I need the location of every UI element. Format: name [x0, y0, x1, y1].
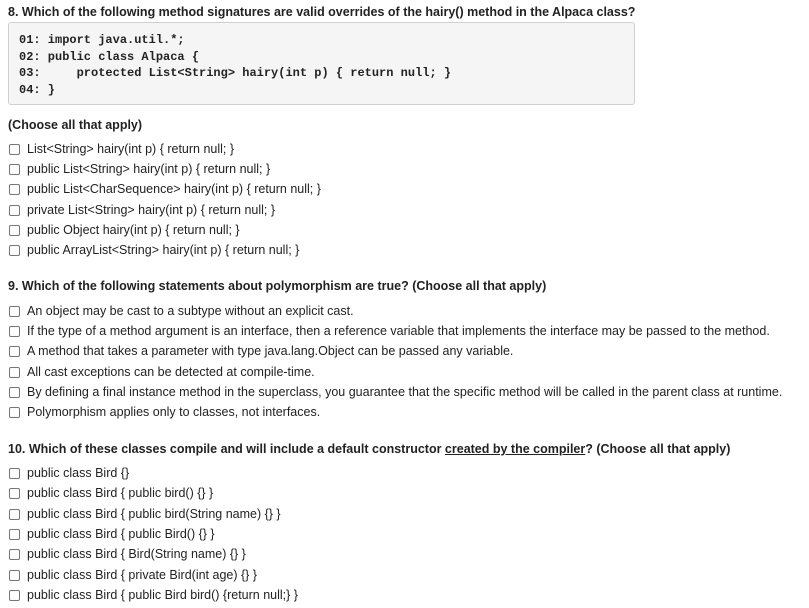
option-label: A method that takes a parameter with type java.lang.Object can be passed any variable. [27, 344, 514, 358]
option-label: Polymorphism applies only to classes, not interfaces. [27, 405, 321, 419]
checkbox[interactable] [9, 164, 20, 175]
option-label: An object may be cast to a subtype without an explicit cast. [27, 304, 354, 318]
q9-option[interactable] [9, 384, 782, 400]
checkbox[interactable] [9, 326, 20, 337]
checkbox[interactable] [9, 590, 20, 601]
q9-option[interactable] [9, 404, 320, 420]
option-label: public Object hairy(int p) { return null; } [27, 223, 240, 237]
choose-all-hint: (Choose all that apply) [8, 118, 143, 132]
option-label: List<String> hairy(int p) { return null; } [27, 142, 235, 156]
q10-option[interactable] [9, 465, 129, 481]
checkbox[interactable] [9, 387, 20, 398]
option-label: public class Bird { private Bird(int age) {} } [27, 568, 257, 582]
checkbox[interactable] [9, 488, 20, 499]
code-line: 04: } [19, 82, 56, 97]
q10-option[interactable] [9, 526, 215, 542]
q8-option[interactable] [9, 141, 234, 157]
question-9-title: 9. Which of the following statements about polymorphism are true? (Choose all that apply) [8, 279, 547, 293]
code-line: 01: import java.util.*; [19, 33, 185, 47]
option-label: private List<String> hairy(int p) { return null; } [27, 203, 276, 217]
q9-option[interactable] [9, 323, 770, 339]
checkbox[interactable] [9, 184, 20, 195]
option-label: public class Bird { public Bird bird() {return null;} } [27, 588, 298, 602]
q10-option[interactable] [9, 567, 257, 583]
q10-option[interactable] [9, 506, 281, 522]
q8-option[interactable] [9, 181, 321, 197]
option-label: public class Bird { public bird() {} } [27, 486, 214, 500]
option-label: public List<String> hairy(int p) { return null; } [27, 162, 271, 176]
checkbox[interactable] [9, 509, 20, 520]
q9-option[interactable] [9, 303, 354, 319]
code-line: 02: public class Alpaca { [19, 49, 200, 64]
option-label: public ArrayList<String> hairy(int p) { return null; } [27, 243, 300, 257]
checkbox[interactable] [9, 306, 20, 317]
q10-option[interactable] [9, 485, 213, 501]
checkbox[interactable] [9, 225, 20, 236]
q8-option[interactable] [9, 161, 270, 177]
option-label: public List<CharSequence> hairy(int p) { return null; } [27, 182, 321, 196]
title-text: ? (Choose all that apply) [585, 442, 731, 456]
code-line: 03: protected List<String> hairy(int p) { return null; } [19, 66, 452, 80]
checkbox[interactable] [9, 407, 20, 418]
option-label: public class Bird { Bird(String name) {} } [27, 547, 246, 561]
q8-option[interactable] [9, 242, 299, 258]
checkbox[interactable] [9, 205, 20, 216]
q8-option[interactable] [9, 222, 240, 238]
checkbox[interactable] [9, 529, 20, 540]
option-label: public class Bird { public Bird() {} } [27, 527, 215, 541]
q9-option[interactable] [9, 364, 315, 380]
question-8-title: 8. Which of the following method signatures are valid overrides of the hairy() method in the Alpaca class? [8, 5, 636, 19]
code-block [8, 22, 635, 105]
question-10-title [8, 442, 730, 456]
option-label: All cast exceptions can be detected at compile-time. [27, 365, 315, 379]
option-label: public class Bird {} [27, 466, 130, 480]
checkbox[interactable] [9, 144, 20, 155]
checkbox[interactable] [9, 549, 20, 560]
title-underlined: created by the compiler [444, 442, 586, 456]
title-text: 10. Which of these classes compile and will include a default constructor [8, 442, 445, 456]
checkbox[interactable] [9, 245, 20, 256]
option-label: If the type of a method argument is an interface, then a reference variable that implements the interface may be passed to the method. [27, 324, 770, 338]
q8-option[interactable] [9, 202, 275, 218]
checkbox[interactable] [9, 367, 20, 378]
checkbox[interactable] [9, 570, 20, 581]
option-label: public class Bird { public bird(String name) {} } [27, 507, 281, 521]
q10-option[interactable] [9, 546, 246, 562]
q10-option[interactable] [9, 587, 298, 603]
checkbox[interactable] [9, 346, 20, 357]
q9-option[interactable] [9, 343, 513, 359]
option-label: By defining a final instance method in the superclass, you guarantee that the specific method will be called in the parent class at runtime. [27, 385, 783, 399]
checkbox[interactable] [9, 468, 20, 479]
